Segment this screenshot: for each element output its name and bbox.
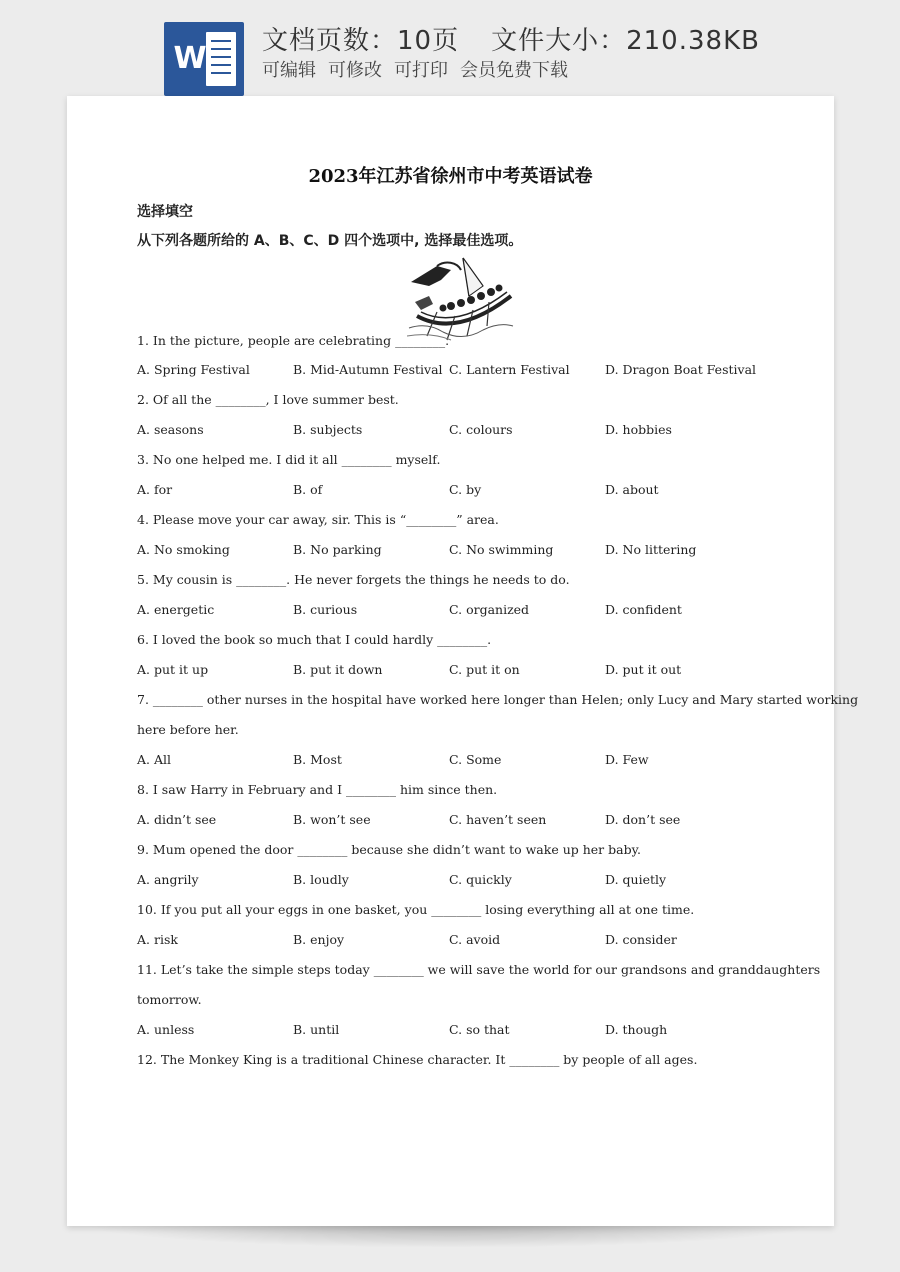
question-2: 2. Of all the ________, I love summer best. — [137, 392, 399, 407]
option-c: C. quickly — [449, 872, 512, 887]
question-1: 1. In the picture, people are celebrating ________. — [137, 333, 450, 348]
option-b: B. loudly — [293, 872, 349, 887]
option-b: B. enjoy — [293, 932, 345, 947]
question-5: 5. My cousin is ________. He never forgets the things he needs to do. — [137, 572, 570, 587]
option-b: B. Most — [293, 752, 342, 767]
feature-printable: 可打印 — [394, 60, 448, 81]
instruction-text: 从下列各题所给的 A、B、C、D 四个选项中, 选择最佳选项。 — [137, 233, 523, 249]
option-a: A. No smoking — [137, 542, 230, 557]
section-title: 选择填空 — [137, 204, 193, 220]
option-d: D. quietly — [605, 872, 667, 887]
option-c: C. by — [449, 482, 482, 497]
option-d: D. put it out — [605, 662, 682, 677]
option-d: D. No littering — [605, 542, 697, 557]
option-b: B. Mid-Autumn Festival — [293, 362, 443, 377]
word-icon — [164, 22, 244, 96]
option-d: D. don’t see — [605, 812, 681, 827]
question-6: 6. I loved the book so much that I could hardly ________. — [137, 632, 492, 647]
page-count: 文档页数：10页 — [262, 26, 460, 56]
page-title: 2023年江苏省徐州市中考英语试卷 — [308, 166, 593, 187]
option-d: D. hobbies — [605, 422, 672, 437]
option-b: B. until — [293, 1022, 340, 1037]
option-a: A. energetic — [137, 602, 215, 617]
dragon-boat-illustration — [407, 256, 515, 344]
option-d: D. though — [605, 1022, 668, 1037]
word-icon-page — [206, 32, 236, 86]
feature-list — [262, 56, 568, 82]
feature-editable: 可编辑 — [262, 60, 316, 81]
option-a: A. unless — [137, 1022, 195, 1037]
question-10: 10. If you put all your eggs in one basket, you ________ losing everything all at one time. — [137, 902, 695, 917]
option-c: C. colours — [449, 422, 513, 437]
option-a: A. didn’t see — [137, 812, 217, 827]
question-11-continued: tomorrow. — [137, 992, 202, 1007]
option-c: C. No swimming — [449, 542, 554, 557]
option-a: A. Spring Festival — [137, 362, 250, 377]
question-12: 12. The Monkey King is a traditional Chinese character. It ________ by people of all ages. — [137, 1052, 698, 1067]
option-c: C. avoid — [449, 932, 501, 947]
option-b: B. No parking — [293, 542, 382, 557]
option-c: C. Some — [449, 752, 502, 767]
option-d: D. Dragon Boat Festival — [605, 362, 757, 377]
option-c: C. haven’t seen — [449, 812, 547, 827]
feature-modifiable: 可修改 — [328, 60, 382, 81]
option-b: B. put it down — [293, 662, 383, 677]
option-b: B. of — [293, 482, 323, 497]
question-4: 4. Please move your car away, sir. This is “________” area. — [137, 512, 499, 527]
option-c: C. put it on — [449, 662, 520, 677]
option-b: B. curious — [293, 602, 358, 617]
option-d: D. consider — [605, 932, 677, 947]
option-c: C. organized — [449, 602, 530, 617]
option-c: C. Lantern Festival — [449, 362, 570, 377]
question-11: 11. Let’s take the simple steps today ________ we will save the world for our grandsons and granddaughters — [137, 962, 821, 977]
option-a: A. risk — [137, 932, 178, 947]
word-icon-letter: W — [173, 41, 207, 76]
option-d: D. confident — [605, 602, 682, 617]
option-b: B. won’t see — [293, 812, 371, 827]
option-d: D. about — [605, 482, 659, 497]
option-c: C. so that — [449, 1022, 510, 1037]
document-page — [67, 96, 859, 1226]
document-info-banner — [0, 0, 900, 100]
feature-member-download: 会员免费下载 — [460, 60, 568, 81]
question-9: 9. Mum opened the door ________ because she didn’t want to wake up her baby. — [137, 842, 641, 857]
option-b: B. subjects — [293, 422, 363, 437]
option-a: A. seasons — [137, 422, 204, 437]
question-7-continued: here before her. — [137, 722, 239, 737]
option-a: A. angrily — [137, 872, 199, 887]
file-stats — [262, 20, 760, 57]
option-a: A. All — [137, 752, 171, 767]
option-a: A. put it up — [137, 662, 209, 677]
option-a: A. for — [137, 482, 173, 497]
question-7: 7. ________ other nurses in the hospital have worked here longer than Helen; only Lucy and Mary started working — [137, 692, 859, 707]
question-8: 8. I saw Harry in February and I ________ him since then. — [137, 782, 498, 797]
question-3: 3. No one helped me. I did it all ________ myself. — [137, 452, 441, 467]
option-d: D. Few — [605, 752, 649, 767]
file-size: 文件大小：210.38KB — [491, 26, 760, 56]
